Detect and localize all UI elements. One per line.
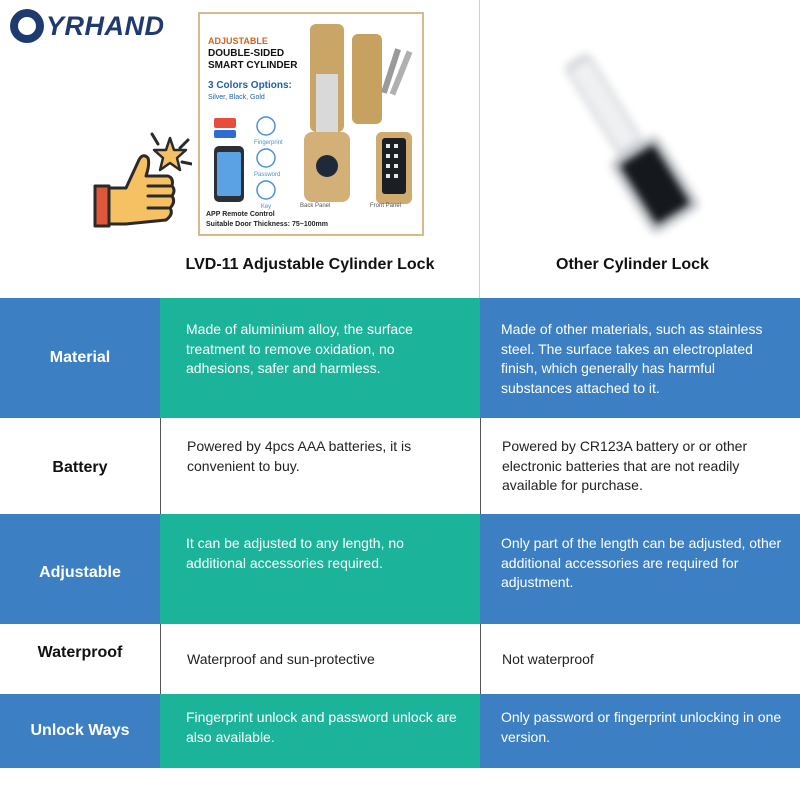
row-label: Material — [0, 298, 160, 418]
card-panel-label: Front Panel — [370, 203, 402, 209]
card-colors-title: 3 Colors Options: — [208, 80, 292, 91]
other-cell: Made of other materials, such as stainless steel. The surface takes an electroplated finish, which generally has harmful substances attached to it. — [480, 298, 800, 418]
card-panel-label: Back Panel — [300, 203, 331, 209]
ours-cell: It can be adjusted to any length, no additional accessories required. — [160, 514, 480, 624]
other-cylinder-lock-image — [545, 38, 720, 238]
brand-name: YRHAND — [46, 10, 165, 41]
other-cell: Only password or fingerprint unlocking in one version. — [480, 694, 800, 768]
card-feature-label: Fingerprint — [254, 140, 283, 146]
card-footer-line-2: Suitable Door Thickness: 75~100mm — [206, 221, 328, 228]
ours-cell: Powered by 4pcs AAA batteries, it is convenient to buy. — [160, 418, 480, 514]
table-row-adjustable — [0, 514, 800, 624]
card-footer — [206, 210, 328, 230]
card-headline-1: ADJUSTABLE — [208, 36, 268, 46]
brand-logo — [10, 8, 165, 44]
column-divider — [479, 0, 480, 298]
card-colors-list: Silver, Black, Gold — [208, 94, 265, 101]
product-image-card — [198, 12, 424, 236]
ours-cell: Made of aluminium alloy, the surface treatment to remove oxidation, no adhesions, safer and harmless. — [160, 298, 480, 418]
other-cell: Only part of the length can be adjusted, other additional accessories are required for adjustment. — [480, 514, 800, 624]
card-headline-2: DOUBLE-SIDED SMART CYLINDER — [208, 48, 298, 71]
table-row-waterproof — [0, 624, 800, 694]
card-footer-line-1: APP Remote Control — [206, 211, 275, 218]
card-feature-label: Key — [260, 204, 272, 210]
row-label: Waterproof — [0, 624, 160, 694]
other-cell: Powered by CR123A battery or or other electronic batteries that are not readily available for purchase. — [480, 418, 800, 514]
other-cell: Not waterproof — [480, 624, 800, 694]
ours-cell: Waterproof and sun-protective — [160, 624, 480, 694]
left-column-title: LVD-11 Adjustable Cylinder Lock — [185, 256, 435, 273]
table-row-material — [0, 298, 800, 418]
row-label: Adjustable — [0, 514, 160, 624]
row-label: Unlock Ways — [0, 694, 160, 768]
row-label: Battery — [0, 418, 160, 516]
table-row-unlock-ways — [0, 694, 800, 768]
brand-mark-icon — [10, 9, 44, 43]
table-row-battery — [0, 418, 800, 514]
thumbs-up-icon — [92, 128, 192, 238]
card-feature-label: Password — [254, 172, 281, 178]
right-column-title: Other Cylinder Lock — [556, 256, 709, 273]
ours-cell: Fingerprint unlock and password unlock are also available. — [160, 694, 480, 768]
